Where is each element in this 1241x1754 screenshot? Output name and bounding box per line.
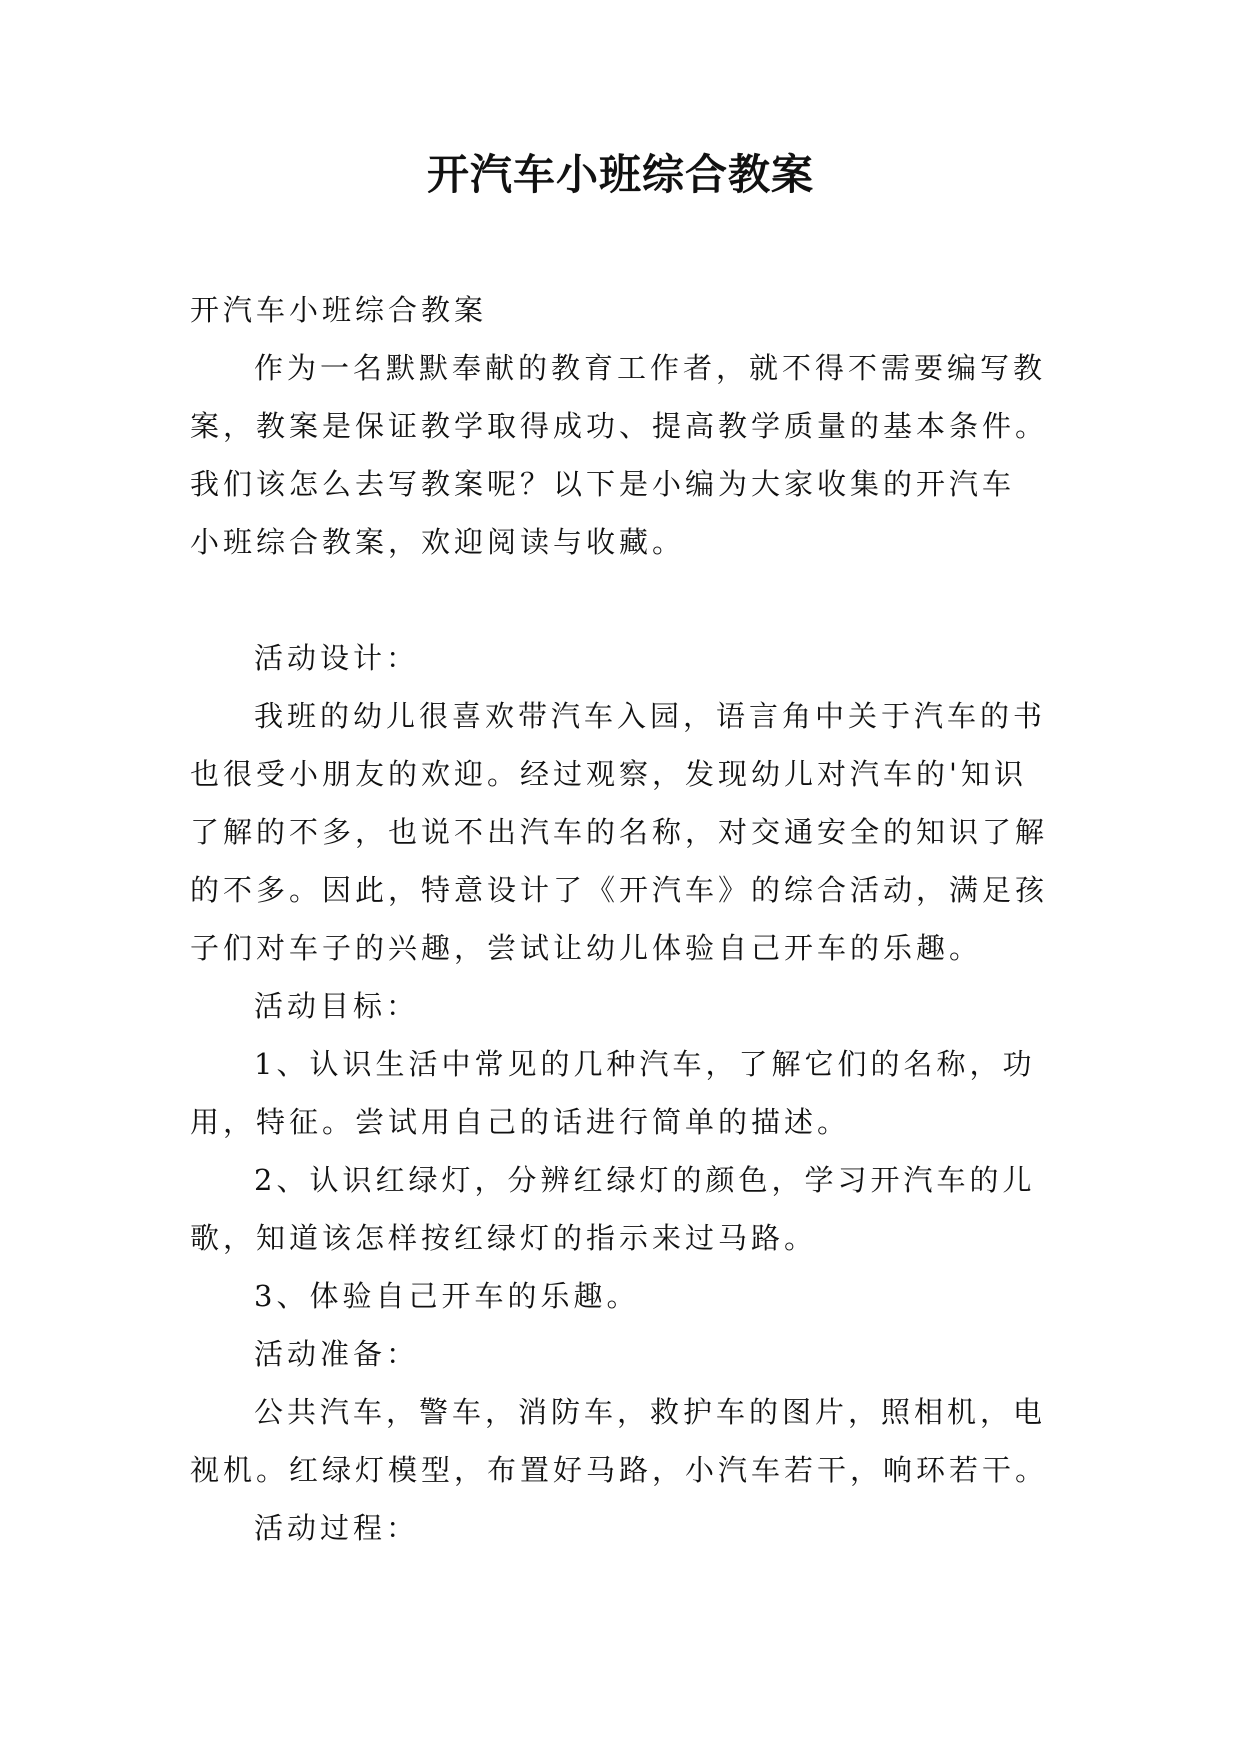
design-line-5: 子们对车子的兴趣，尝试让幼儿体验自己开车的乐趣。 xyxy=(190,931,983,965)
design-line-3: 了解的不多，也说不出汽车的名称，对交通安全的知识了解 xyxy=(190,815,1049,849)
goal-1-line-2: 用，特征。尝试用自己的话进行简单的描述。 xyxy=(190,1105,851,1139)
intro-line-4: 小班综合教案，欢迎阅读与收藏。 xyxy=(190,525,686,559)
goal-2-line-2: 歌，知道该怎样按红绿灯的指示来过马路。 xyxy=(190,1221,818,1255)
section-heading-preparation: 活动准备： xyxy=(254,1337,420,1371)
intro-line-2: 案，教案是保证教学取得成功、提高教学质量的基本条件。 xyxy=(190,409,1049,443)
subtitle-line: 开汽车小班综合教案 xyxy=(190,293,488,327)
intro-line-1: 作为一名默默奉献的教育工作者，就不得不需要编写教 xyxy=(254,351,1047,385)
goal-3-line: 3、体验自己开车的乐趣。 xyxy=(254,1279,640,1313)
intro-line-3: 我们该怎么去写教案呢？以下是小编为大家收集的开汽车 xyxy=(190,467,1016,501)
design-line-2: 也很受小朋友的欢迎。经过观察，发现幼儿对汽车的'知识 xyxy=(190,757,1027,791)
section-heading-process: 活动过程： xyxy=(254,1511,420,1545)
document-title: 开汽车小班综合教案 xyxy=(426,150,814,199)
section-heading-design: 活动设计： xyxy=(254,641,420,675)
section-heading-goals: 活动目标： xyxy=(254,989,420,1023)
preparation-line-1: 公共汽车，警车，消防车，救护车的图片，照相机，电 xyxy=(254,1395,1047,1429)
goal-2-line-1: 2、认识红绿灯，分辨红绿灯的颜色，学习开汽车的儿 xyxy=(254,1163,1036,1197)
design-line-4: 的不多。因此，特意设计了《开汽车》的综合活动，满足孩 xyxy=(190,873,1049,907)
preparation-line-2: 视机。红绿灯模型，布置好马路，小汽车若干，响环若干。 xyxy=(190,1453,1049,1487)
goal-1-line-1: 1、认识生活中常见的几种汽车，了解它们的名称，功 xyxy=(254,1047,1036,1081)
design-line-1: 我班的幼儿很喜欢带汽车入园，语言角中关于汽车的书 xyxy=(254,699,1047,733)
